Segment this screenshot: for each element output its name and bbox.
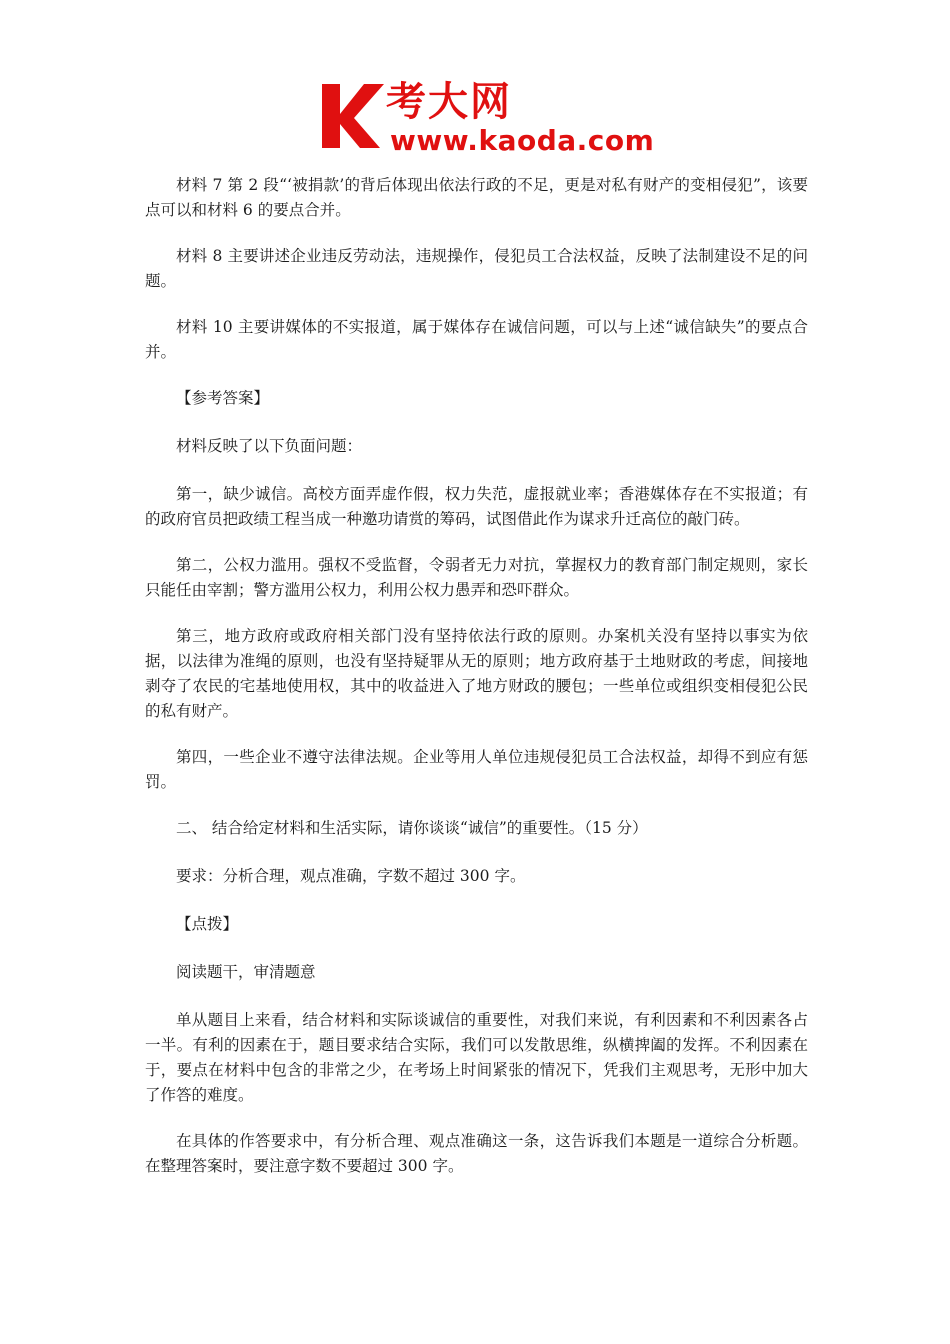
paragraph: 材料 8 主要讲述企业违反劳动法，违规操作，侵犯员工合法权益，反映了法制建设不足的问题。 <box>145 247 808 290</box>
k-logo-icon <box>318 80 388 152</box>
paragraph: 材料 10 主要讲媒体的不实报道，属于媒体存在诚信问题，可以与上述“诚信缺失”的要点合并。 <box>145 318 808 361</box>
paragraph: 材料反映了以下负面问题： <box>176 437 363 455</box>
paragraph: 第一，缺少诚信。高校方面弄虚作假，权力失范，虚报就业率；香港媒体存在不实报道；有的政府官员把政绩工程当成一种邀功请赏的筹码，试图借此作为谋求升迁高位的敲门砖。 <box>145 485 808 528</box>
section-heading: 【点拨】 <box>176 915 239 933</box>
paragraph: 单从题目上来看，结合材料和实际谈诚信的重要性，对我们来说，有利因素和不利因素各占一半。有利的因素在于，题目要求结合实际，我们可以发散思维，纵横捭阖的发挥。不利因素在于，要点在材料中包含的非常之少，在考场上时间紧张的情况下，凭我们主观思考，无形中加大了作答的难度。 <box>145 1011 808 1104</box>
paragraph: 要求：分析合理，观点准确，字数不超过 300 字。 <box>176 867 526 885</box>
question-heading: 二、 结合给定材料和生活实际，请你谈谈“诚信”的重要性。（15 分） <box>176 819 648 837</box>
document-body <box>145 173 808 1200</box>
paragraph: 在具体的作答要求中，有分析合理、观点准确这一条，这告诉我们本题是一道综合分析题。在整理答案时，要注意字数不要超过 300 字。 <box>145 1132 808 1175</box>
logo-title: 考大网 <box>386 79 512 125</box>
logo-url: www.kaoda.com <box>390 124 655 157</box>
paragraph: 第四，一些企业不遵守法律法规。企业等用人单位违规侵犯员工合法权益，却得不到应有惩罚。 <box>145 748 808 791</box>
paragraph: 材料 7 第 2 段“‘被捐款’的背后体现出依法行政的不足，更是对私有财产的变相侵犯”，该要点可以和材料 6 的要点合并。 <box>145 176 808 219</box>
kaoda-logo <box>318 79 655 160</box>
section-heading: 【参考答案】 <box>176 389 270 407</box>
paragraph: 第二，公权力滥用。强权不受监督，令弱者无力对抗，掌握权力的教育部门制定规则，家长只能任由宰割；警方滥用公权力，利用公权力愚弄和恐吓群众。 <box>145 556 808 599</box>
paragraph: 阅读题干，审清题意 <box>176 963 316 981</box>
paragraph: 第三，地方政府或政府相关部门没有坚持依法行政的原则。办案机关没有坚持以事实为依据，以法律为准绳的原则，也没有坚持疑罪从无的原则；地方政府基于土地财政的考虑，间接地剥夺了农民的宅基地使用权，其中的收益进入了地方财政的腰包；一些单位或组织变相侵犯公民的私有财产。 <box>145 627 808 720</box>
